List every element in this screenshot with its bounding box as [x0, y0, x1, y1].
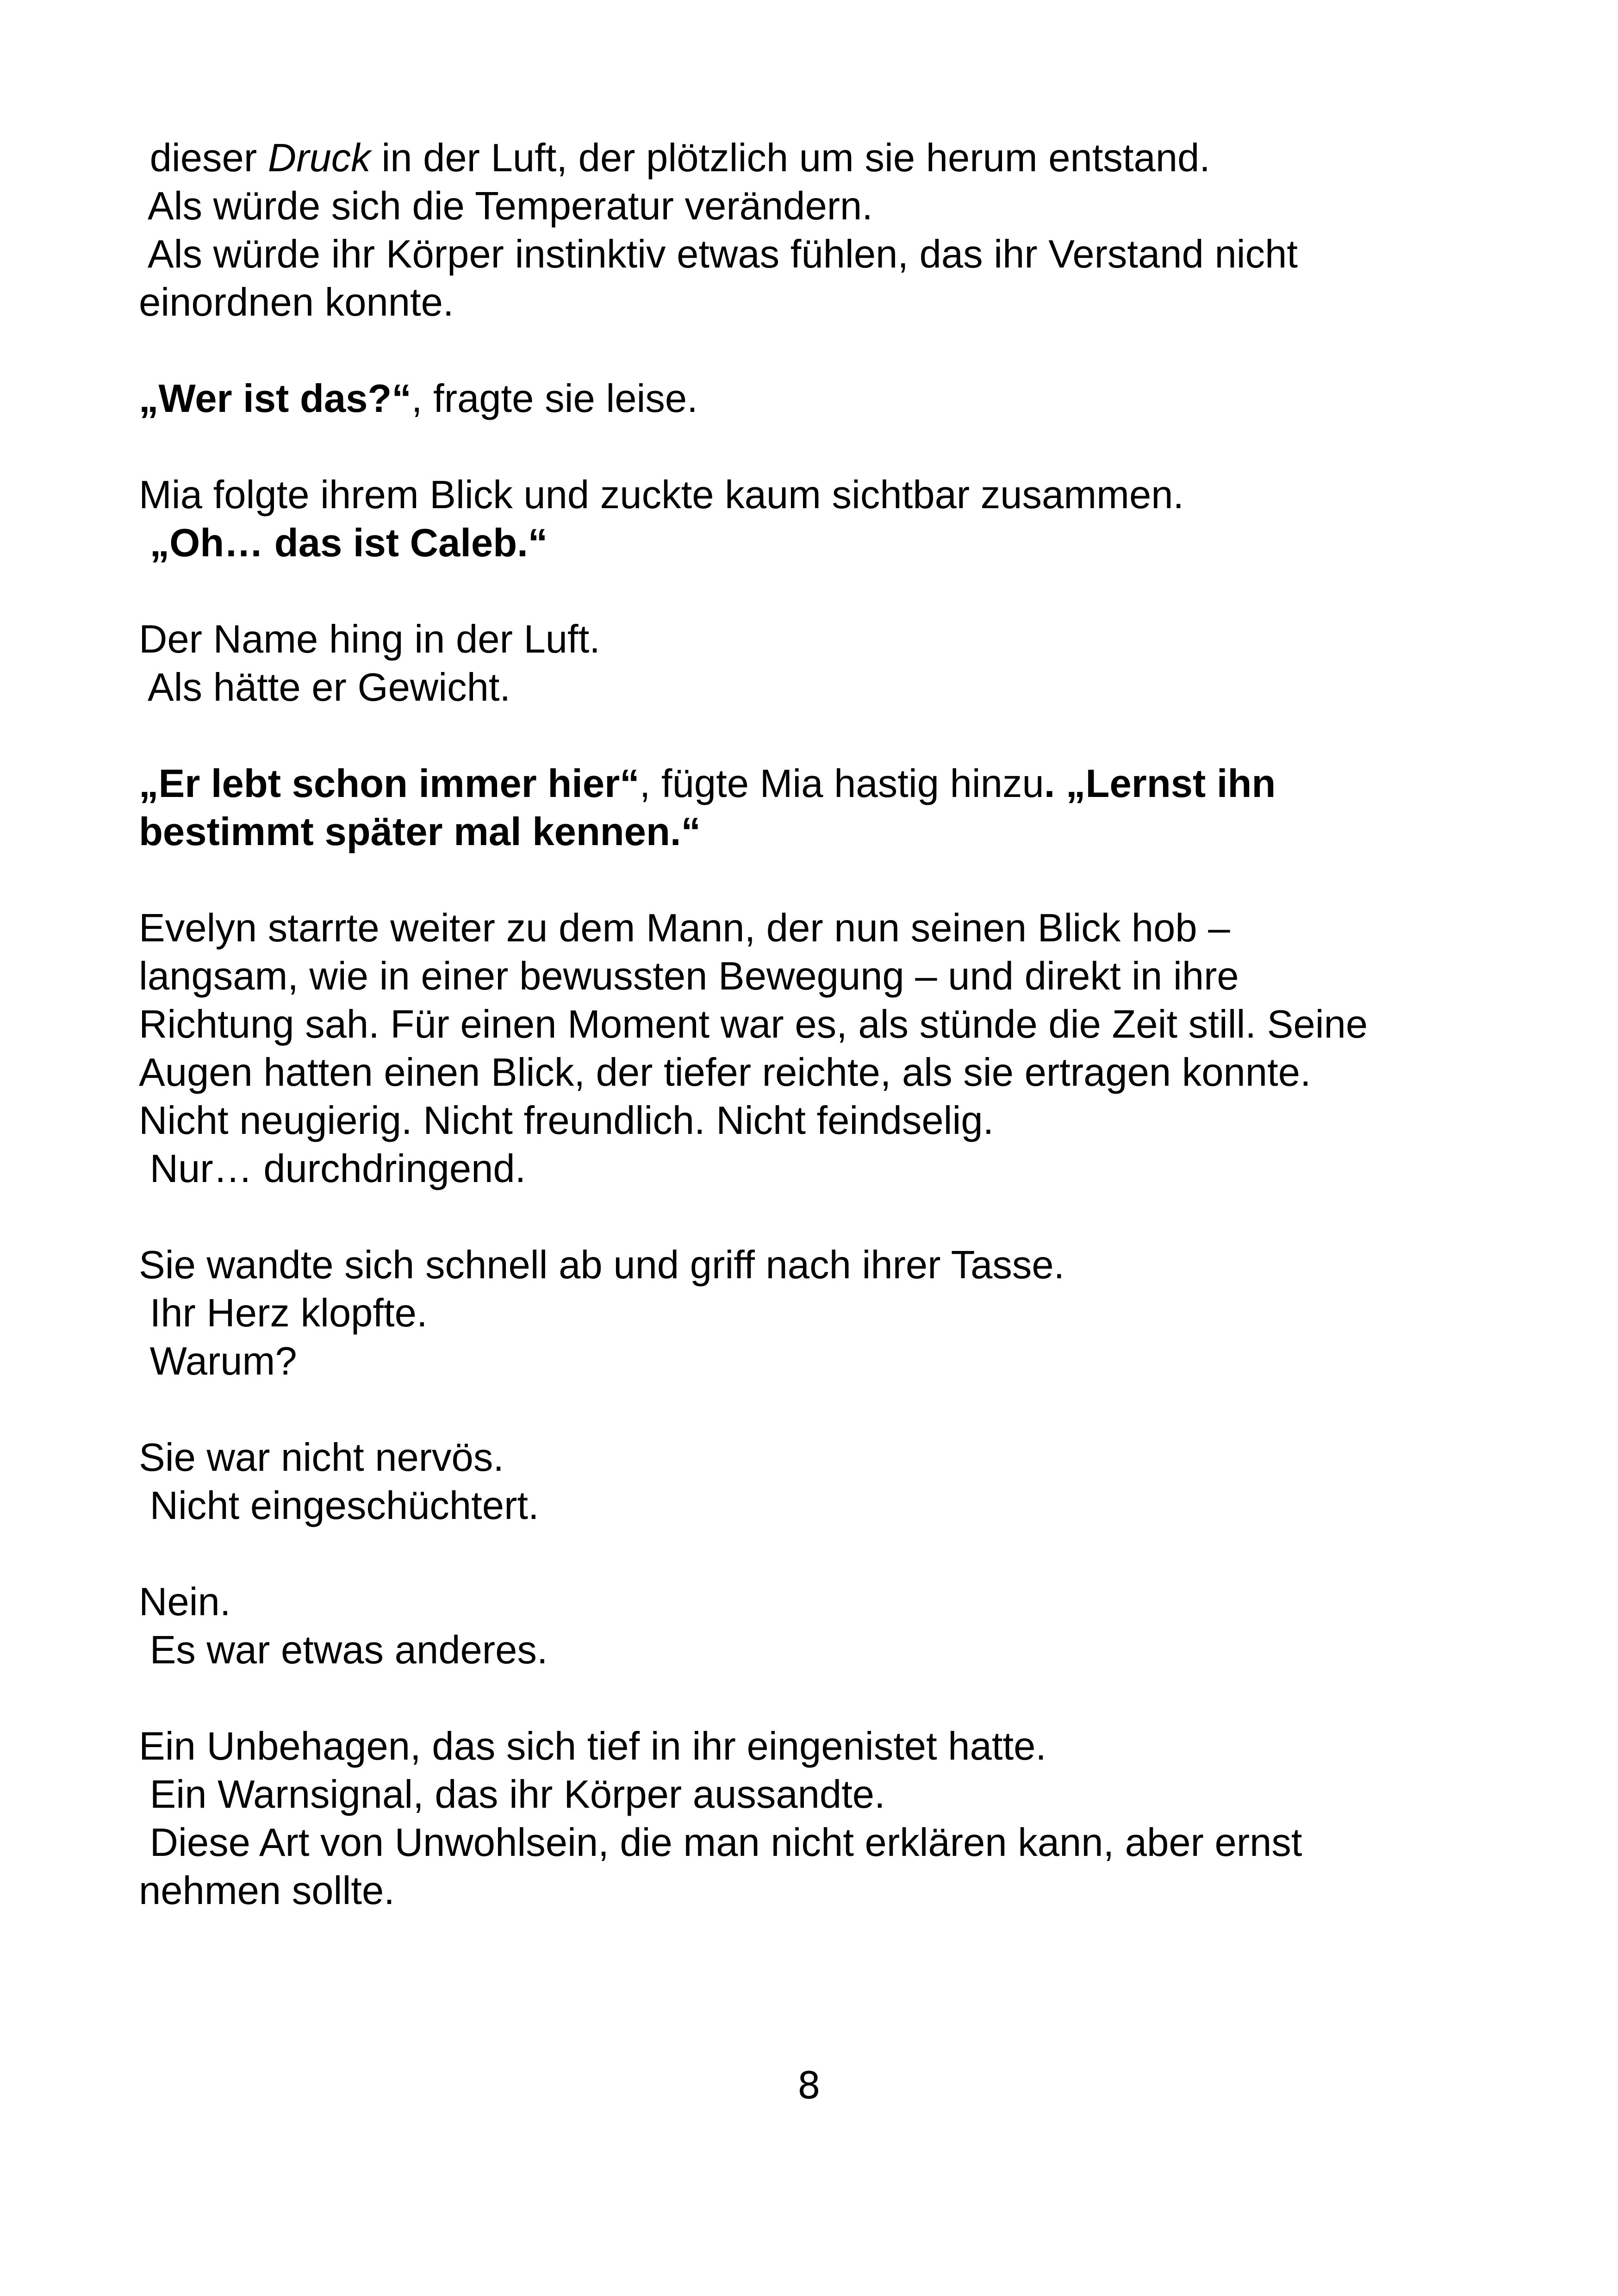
paragraph: [139, 1434, 1504, 1530]
text-line: [139, 1097, 1504, 1145]
paragraph: [139, 375, 1504, 423]
text-line: [139, 230, 1504, 279]
text-line: [139, 471, 1504, 519]
paragraph: [139, 1241, 1504, 1386]
text-run: nehmen sollte.: [139, 1869, 395, 1913]
bold-dialogue-run: . „Lernst ihn: [1044, 762, 1276, 806]
text-run: Evelyn starrte weiter zu dem Mann, der nun seinen Blick hob –: [139, 906, 1230, 950]
paragraph-gap: [139, 327, 1504, 375]
text-run: , fügte Mia hastig hinzu: [639, 762, 1044, 806]
paragraph: [139, 471, 1504, 567]
paragraph-gap: [139, 567, 1504, 616]
bold-dialogue-run: „Oh… das ist Caleb.“: [139, 521, 548, 565]
text-line: [139, 375, 1504, 423]
body-text: [139, 134, 1504, 1915]
text-line: [139, 134, 1504, 182]
text-line: [139, 1145, 1504, 1193]
text-run: Ihr Herz klopfte.: [139, 1291, 428, 1335]
text-run: Es war etwas anderes.: [139, 1628, 548, 1672]
text-line: [139, 1626, 1504, 1674]
text-line: [139, 182, 1504, 230]
text-run: Diese Art von Unwohlsein, die man nicht erklären kann, aber ernst: [139, 1821, 1302, 1865]
text-run: Augen hatten einen Blick, der tiefer reichte, als sie ertragen konnte.: [139, 1051, 1311, 1095]
text-line: [139, 1819, 1504, 1867]
text-line: [139, 616, 1504, 664]
text-line: [139, 1771, 1504, 1819]
paragraph-gap: [139, 1386, 1504, 1434]
text-run: Nicht eingeschüchtert.: [139, 1484, 539, 1528]
text-line: [139, 760, 1504, 808]
paragraph-gap: [139, 423, 1504, 471]
paragraph-gap: [139, 1674, 1504, 1723]
paragraph-gap: [139, 712, 1504, 760]
text-run: in der Luft, der plötzlich um sie herum entstand.: [370, 136, 1210, 180]
text-run: einordnen konnte.: [139, 280, 454, 324]
text-line: [139, 519, 1504, 567]
paragraph: [139, 134, 1504, 327]
text-line: [139, 1289, 1504, 1338]
text-line: [139, 1338, 1504, 1386]
italic-run: Druck: [268, 136, 371, 180]
text-run: Der Name hing in der Luft.: [139, 617, 600, 661]
text-run: Sie war nicht nervös.: [139, 1436, 504, 1480]
text-run: Mia folgte ihrem Blick und zuckte kaum sichtbar zusammen.: [139, 473, 1184, 517]
text-line: [139, 1723, 1504, 1771]
bold-dialogue-run: bestimmt später mal kennen.“: [139, 810, 701, 854]
text-run: Richtung sah. Für einen Moment war es, als stünde die Zeit still. Seine: [139, 1002, 1368, 1046]
text-line: [139, 1578, 1504, 1626]
text-run: , fragte sie leise.: [411, 377, 698, 421]
text-run: Sie wandte sich schnell ab und griff nach ihrer Tasse.: [139, 1243, 1065, 1287]
text-line: [139, 1867, 1504, 1915]
text-run: Nein.: [139, 1580, 231, 1624]
paragraph: [139, 760, 1504, 856]
text-run: Nicht neugierig. Nicht freundlich. Nicht feindselig.: [139, 1099, 994, 1143]
text-line: [139, 1241, 1504, 1289]
paragraph: [139, 1723, 1504, 1915]
text-line: [139, 1434, 1504, 1482]
paragraph: [139, 616, 1504, 712]
text-line: [139, 952, 1504, 1001]
text-run: langsam, wie in einer bewussten Bewegung – und direkt in ihre: [139, 954, 1239, 998]
text-line: [139, 664, 1504, 712]
text-run: Als hätte er Gewicht.: [139, 666, 511, 709]
text-run: Als würde ihr Körper instinktiv etwas fühlen, das ihr Verstand nicht: [139, 232, 1298, 276]
text-run: Ein Warnsignal, das ihr Körper aussandte.: [139, 1773, 885, 1817]
text-line: [139, 1482, 1504, 1530]
text-run: dieser: [139, 136, 268, 180]
text-line: [139, 1049, 1504, 1097]
text-run: Nur… durchdringend.: [139, 1147, 526, 1191]
text-run: Als würde sich die Temperatur verändern.: [139, 184, 873, 228]
text-run: Warum?: [139, 1339, 297, 1383]
paragraph-gap: [139, 1530, 1504, 1578]
text-line: [139, 904, 1504, 952]
text-line: [139, 279, 1504, 327]
paragraph-gap: [139, 856, 1504, 904]
paragraph: [139, 904, 1504, 1193]
paragraph-gap: [139, 1193, 1504, 1241]
bold-dialogue-run: „Er lebt schon immer hier“: [139, 762, 640, 806]
text-line: [139, 1001, 1504, 1049]
text-run: Ein Unbehagen, das sich tief in ihr eingenistet hatte.: [139, 1724, 1046, 1768]
paragraph: [139, 1578, 1504, 1674]
bold-dialogue-run: „Wer ist das?“: [139, 377, 411, 421]
page-number: 8: [797, 2064, 821, 2107]
text-line: [139, 808, 1504, 856]
